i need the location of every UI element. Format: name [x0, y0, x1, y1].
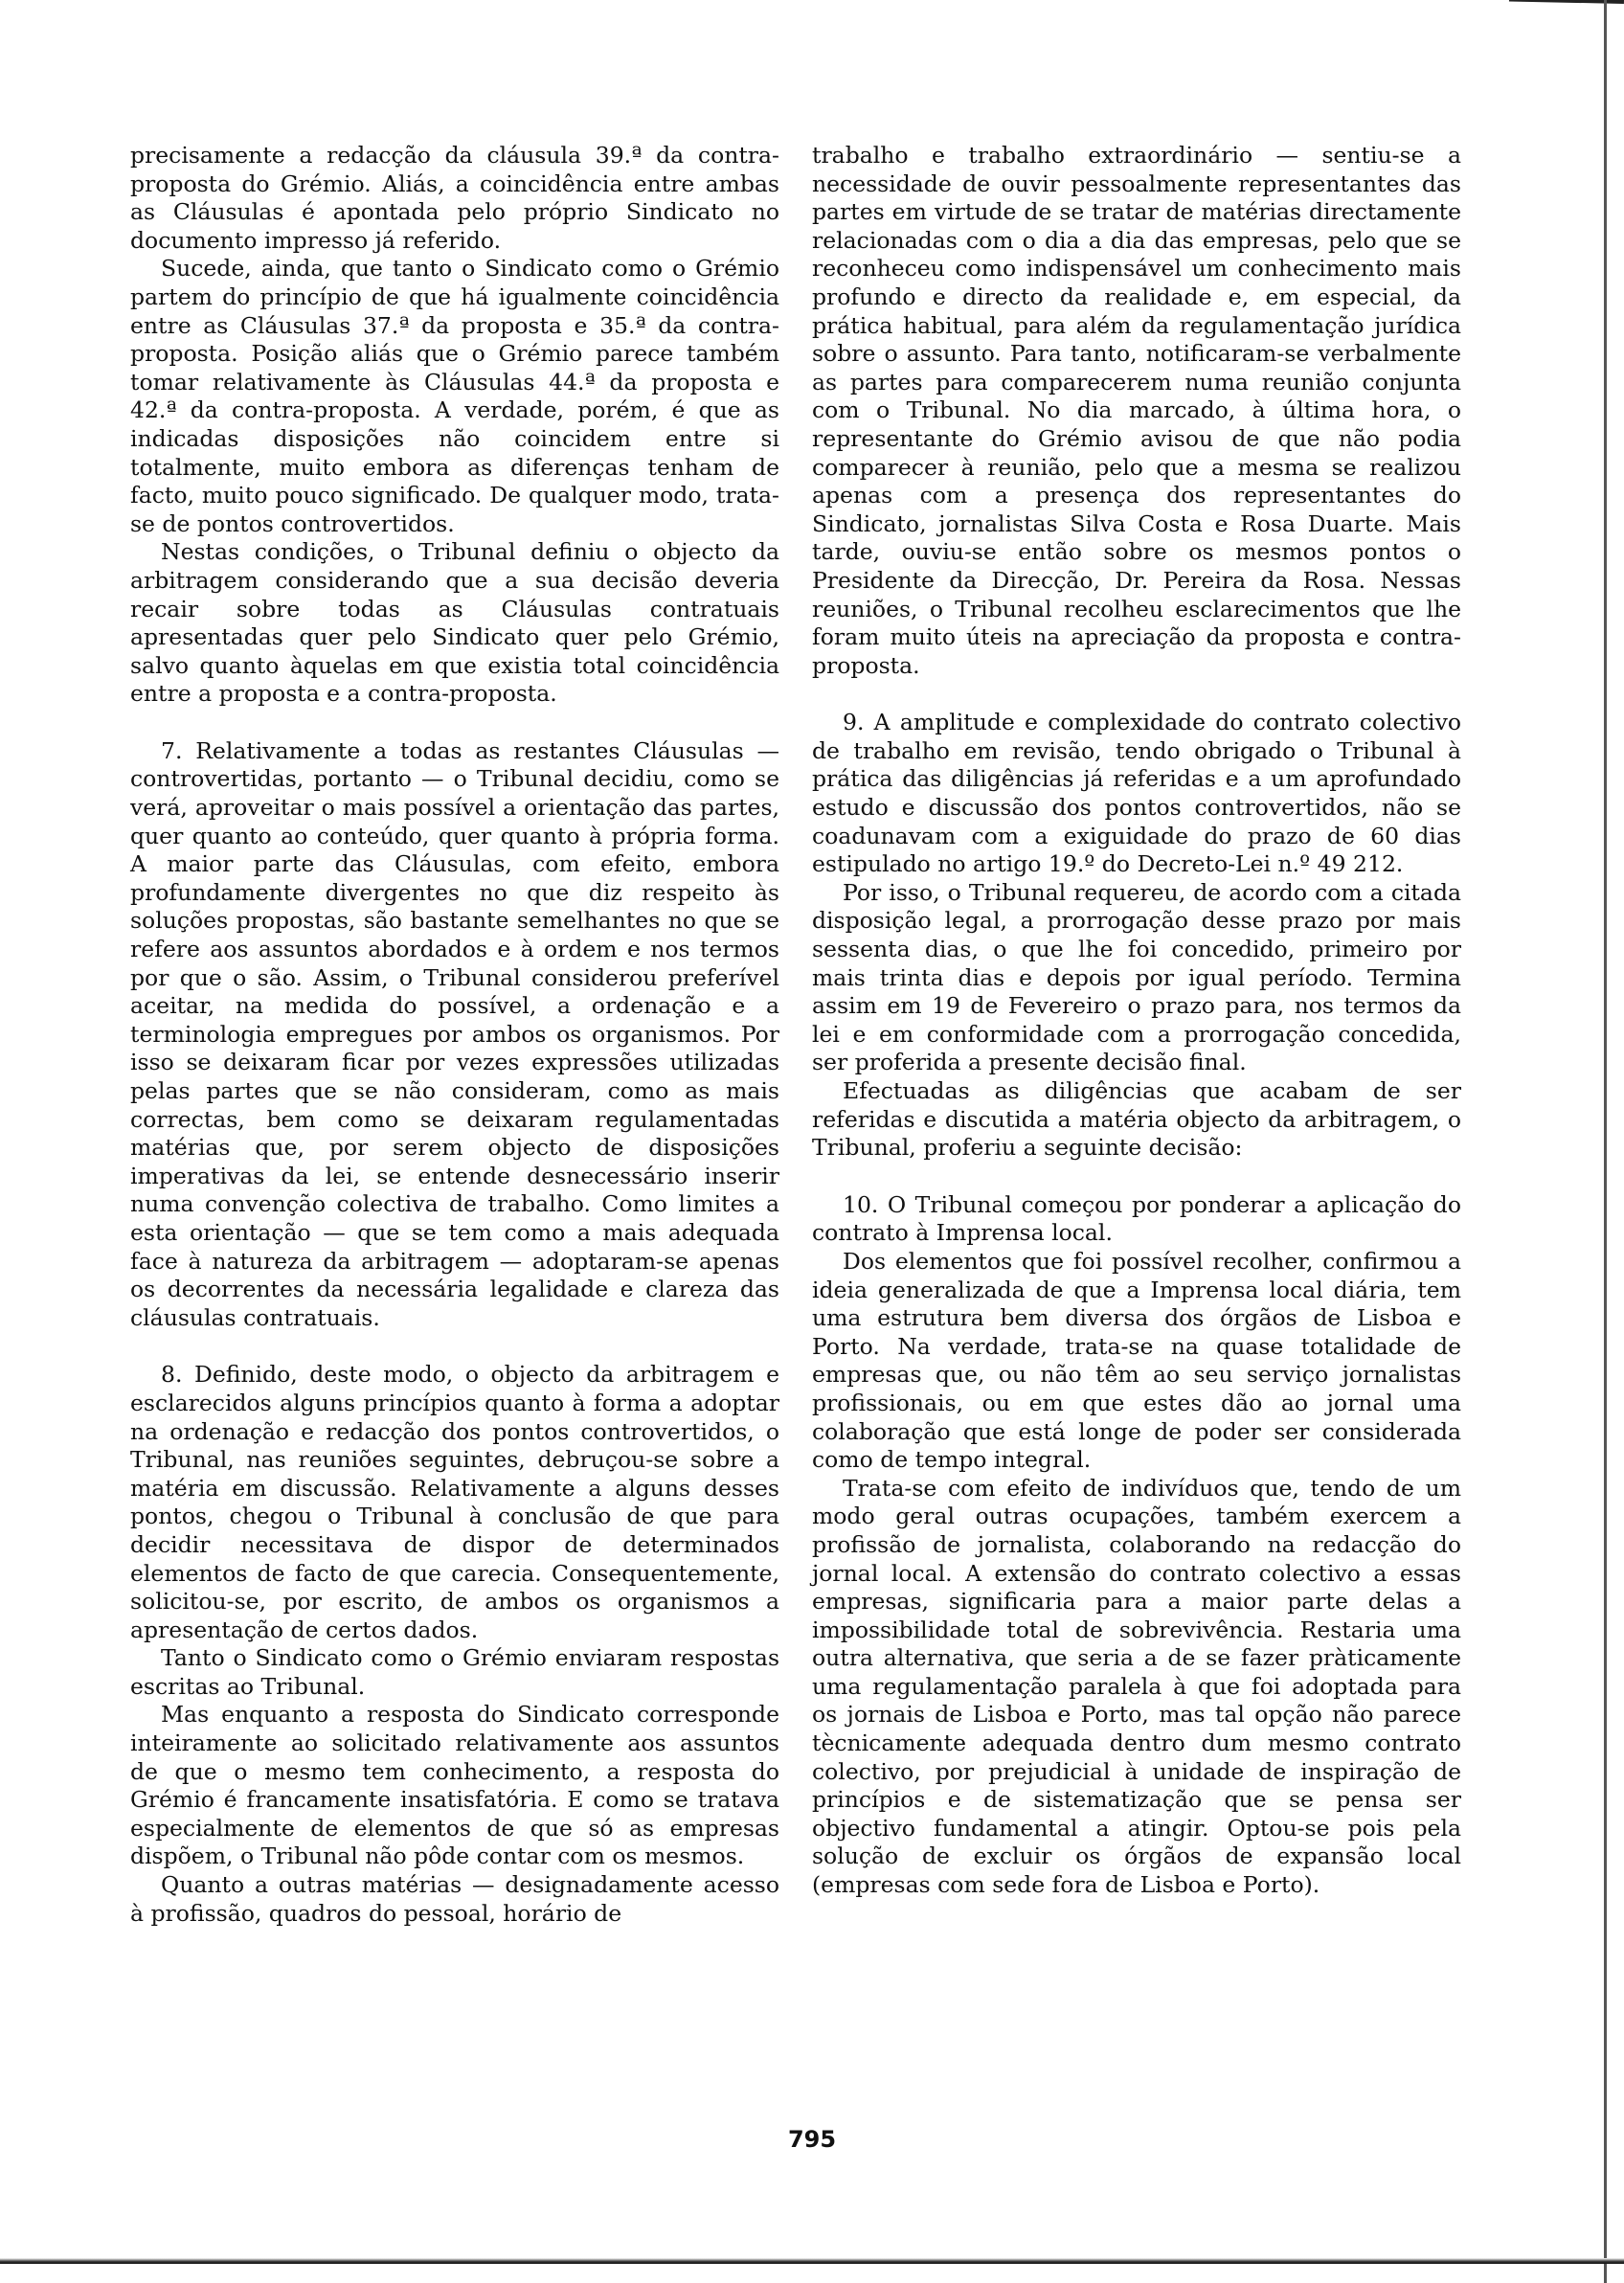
- paragraph: 9. A amplitude e complexidade do contrato colectivo de trabalho em revisão, tendo obrigado o Tribunal à prática das diligências já referidas e a um aprofundado estudo e discussão dos pontos controvertidos, não se coadunavam com a exiguidade do prazo de 60 dias estipulado no artigo 19.º do Decreto-Lei n.º 49 212.: [812, 709, 1461, 878]
- paragraph: Sucede, ainda, que tanto o Sindicato como o Grémio partem do princípio de que há igualmente coincidência entre as Cláusulas 37.ª da proposta e 35.ª da contra-proposta. Posição aliás que o Grémio parece também tomar relativamente às Cláusulas 44.ª da proposta e 42.ª da contra-proposta. A verdade, porém, é que as indicadas disposições não coincidem entre si totalmente, muito embora as diferenças tenham de facto, muito pouco significado. De qualquer modo, trata-se de pontos controvertidos.: [130, 255, 779, 537]
- paragraph: Nestas condições, o Tribunal definiu o objecto da arbitragem considerando que a sua decisão deveria recair sobre todas as Cláusulas contratuais apresentadas quer pelo Sindicato quer pelo Grémio, salvo quanto àquelas em que existia total coincidência entre a proposta e a contra-proposta.: [130, 538, 779, 708]
- paragraph: trabalho e trabalho extraordinário — sentiu-se a necessidade de ouvir pessoalmente representantes das partes em virtude de se tratar de matérias directamente relacionadas com o dia a dia das empresas, pelo que se reconheceu como indispensável um conhecimento mais profundo e directo da realidade e, em especial, da prática habitual, para além da regulamentação jurídica sobre o assunto. Para tanto, notificaram-se verbalmente as partes para comparecerem numa reunião conjunta com o Tribunal. No dia marcado, à última hora, o representante do Grémio avisou de que não podia comparecer à reunião, pelo que a mesma se realizou apenas com a presença dos representantes do Sindicato, jornalistas Silva Costa e Rosa Duarte. Mais tarde, ouviu-se então sobre os mesmos pontos o Presidente da Direcção, Dr. Pereira da Rosa. Nessas reuniões, o Tribunal recolheu esclarecimentos que lhe foram muito úteis na apreciação da proposta e contra-proposta.: [812, 142, 1461, 679]
- right-column: [812, 142, 1461, 1900]
- page-edge-bottom: [0, 2258, 1624, 2264]
- paragraph: Por isso, o Tribunal requereu, de acordo com a citada disposição legal, a prorrogação desse prazo por mais sessenta dias, o que lhe foi concedido, primeiro por mais trinta dias e depois por igual período. Termina assim em 19 de Fevereiro o prazo para, nos termos da lei e em conformidade com a prorrogação concedida, ser proferida a presente decisão final.: [812, 878, 1461, 1076]
- page-edge-right: [1604, 0, 1607, 2283]
- paragraph: Tanto o Sindicato como o Grémio enviaram respostas escritas ao Tribunal.: [130, 1644, 779, 1700]
- page-number: 795: [787, 2126, 837, 2153]
- paragraph: Quanto a outras matérias — designadamente acesso à profissão, quadros do pessoal, horário de: [130, 1871, 779, 1927]
- paragraph: Mas enquanto a resposta do Sindicato corresponde inteiramente ao solicitado relativamente aos assuntos de que o mesmo tem conhecimento, a resposta do Grémio é francamente insatisfatória. E como se tratava especialmente de elementos de que só as empresas dispõem, o Tribunal não pôde contar com os mesmos.: [130, 1701, 779, 1870]
- paragraph: 10. O Tribunal começou por ponderar a aplicação do contrato à Imprensa local.: [812, 1190, 1461, 1247]
- paragraph: 7. Relativamente a todas as restantes Cláusulas — controvertidas, portanto — o Tribunal decidiu, como se verá, aproveitar o mais possível a orientação das partes, quer quanto ao conteúdo, quer quanto à própria forma. A maior parte das Cláusulas, com efeito, embora profundamente divergentes no que diz respeito às soluções propostas, são bastante semelhantes no que se refere aos assuntos abordados e à ordem e nos termos por que o são. Assim, o Tribunal considerou preferível aceitar, na medida do possível, a ordenação e a terminologia empregues por ambos os organismos. Por isso se deixaram ficar por vezes expressões utilizadas pelas partes que se não consideram, como as mais correctas, bem como se deixaram regulamentadas matérias que, por serem objecto de disposições imperativas da lei, se entende desnecessário inserir numa convenção colectiva de trabalho. Como limites a esta orientação — que se tem como a mais adequada face à natureza da arbitragem — adoptaram-se apenas os decorrentes da necessária legalidade e clareza das cláusulas contratuais.: [130, 736, 779, 1331]
- paragraph: Efectuadas as diligências que acabam de ser referidas e discutida a matéria objecto da arbitragem, o Tribunal, proferiu a seguinte decisão:: [812, 1077, 1461, 1162]
- paragraph: 8. Definido, deste modo, o objecto da arbitragem e esclarecidos alguns princípios quanto à forma a adoptar na ordenação e redacção dos pontos controvertidos, o Tribunal, nas reuniões seguintes, debruçou-se sobre a matéria em discussão. Relativamente a alguns desses pontos, chegou o Tribunal à conclusão de que para decidir necessitava de dispor de determinados elementos de facto de que carecia. Consequentemente, solicitou-se, por escrito, de ambos os organismos a apresentação de certos dados.: [130, 1361, 779, 1643]
- paragraph: Trata-se com efeito de indivíduos que, tendo de um modo geral outras ocupações, também exercem a profissão de jornalista, colaborando na redacção do jornal local. A extensão do contrato colectivo a essas empresas, significaria para a maior parte delas a impossibilidade total de sobrevivência. Restaria uma outra alternativa, que seria a de se fazer pràticamente uma regulamentação paralela à que foi adoptada para os jornais de Lisboa e Porto, mas tal opção não parece tècnicamente adequada dentro dum mesmo contrato colectivo, por prejudicial à unidade de inspiração de princípios e de sistematização que se pensa ser objectivo fundamental a atingir. Optou-se pois pela solução de excluir os órgãos de expansão local (empresas com sede fora de Lisboa e Porto).: [812, 1474, 1461, 1899]
- paragraph: precisamente a redacção da cláusula 39.ª da contra-proposta do Grémio. Aliás, a coincidência entre ambas as Cláusulas é apontada pelo próprio Sindicato no documento impresso já referido.: [130, 142, 779, 254]
- paragraph: Dos elementos que foi possível recolher, confirmou a ideia generalizada de que a Imprensa local diária, tem uma estrutura bem diversa dos órgãos de Lisboa e Porto. Na verdade, trata-se na quase totalidade de empresas que, ou não têm ao seu serviço jornalistas profissionais, ou em que estes dão ao jornal uma colaboração que está longe de poder ser considerada como de tempo integral.: [812, 1247, 1461, 1474]
- left-column: [130, 142, 779, 1928]
